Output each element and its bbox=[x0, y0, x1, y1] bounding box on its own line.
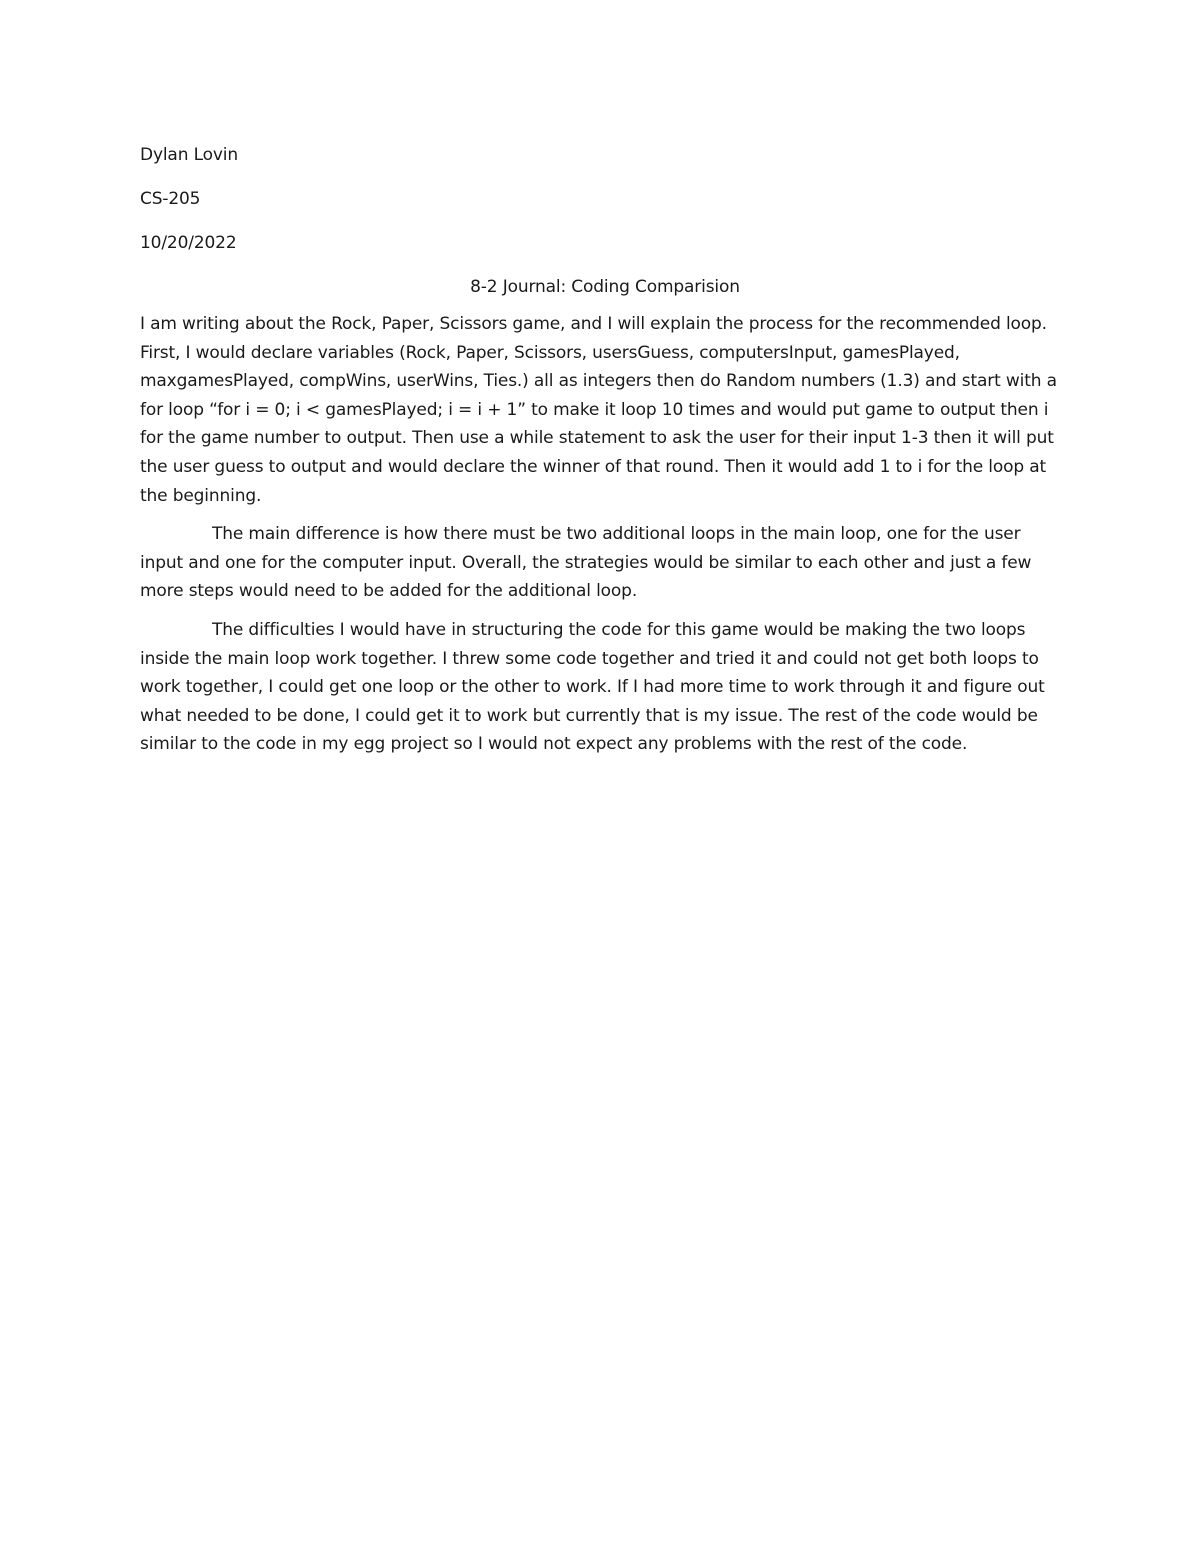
paragraph-intro: I am writing about the Rock, Paper, Scissors game, and I will explain the process for the recommended loop. First, I would declare variables (Rock, Paper, Scissors, usersGuess, computersInput, gamesPlayed, maxgamesPlayed, compWins, userWins, Ties.) all as integers then do Random numbers (1.3) and start with a for loop “for i = 0; i < gamesPlayed; i = i + 1” to make it loop 10 times and would put game to output then i for the game number to output. Then use a while statement to ask the user for their input 1-3 then it will put the user guess to output and would declare the winner of that round. Then it would add 1 to i for the loop at the beginning. bbox=[140, 314, 1057, 506]
document-title: 8-2 Journal: Coding Comparision bbox=[470, 277, 740, 297]
document-body bbox=[140, 143, 1060, 769]
author-name: Dylan Lovin bbox=[140, 145, 238, 165]
document-date: 10/20/2022 bbox=[140, 233, 237, 253]
paragraph-difference: The main difference is how there must be two additional loops in the main loop, one for the user input and one for the computer input. Overall, the strategies would be similar to each other and just a few more steps would need to be added for the additional loop. bbox=[140, 524, 1032, 602]
course-code: CS-205 bbox=[140, 189, 201, 209]
paragraph-difficulties: The difficulties I would have in structuring the code for this game would be making the two loops inside the main loop work together. I threw some code together and tried it and could not get both loops to work together, I could get one loop or the other to work. If I had more time to work through it and figure out what needed to be done, I could get it to work but currently that is my issue. The rest of the code would be similar to the code in my egg project so I would not expect any problems with the rest of the code. bbox=[140, 619, 1045, 755]
